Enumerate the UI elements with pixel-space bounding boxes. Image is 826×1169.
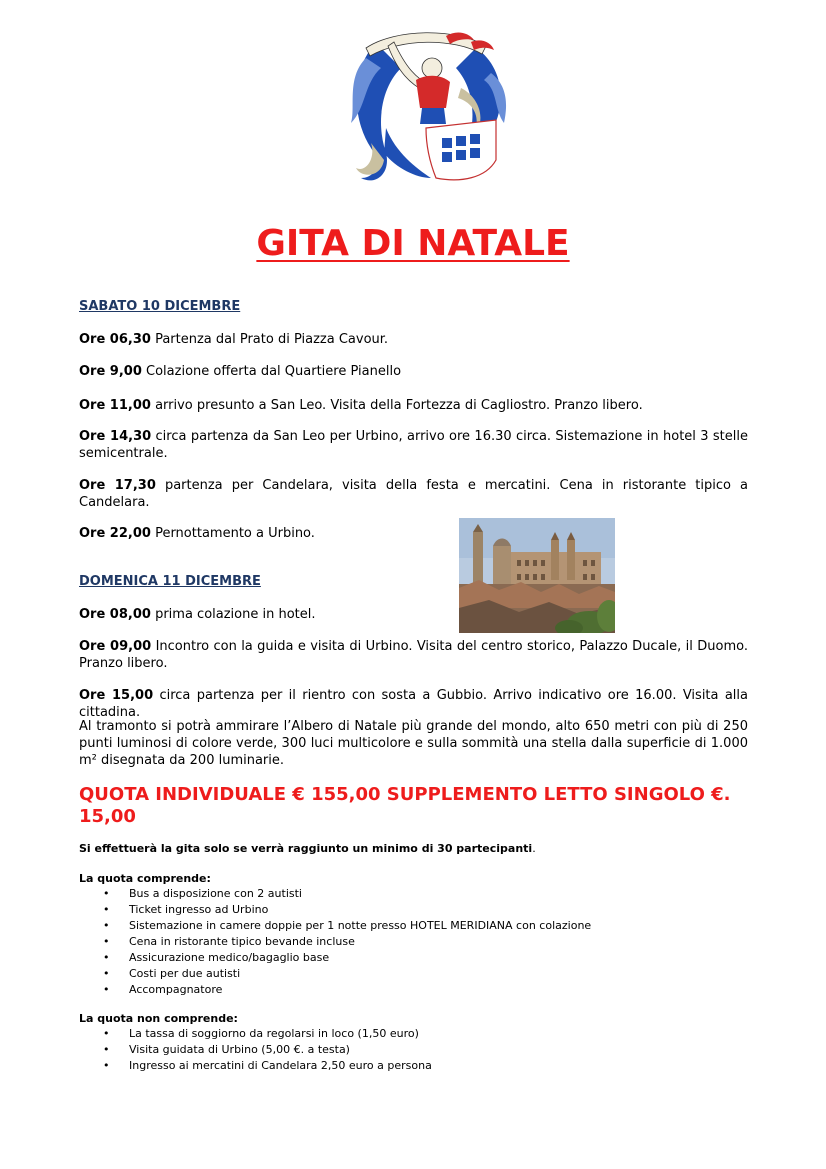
bullet: •	[103, 887, 110, 900]
bullet: •	[103, 967, 110, 980]
bullet: •	[103, 1043, 110, 1056]
day2-heading: DOMENICA 11 DICEMBRE	[79, 574, 261, 589]
bullet: •	[103, 983, 110, 996]
day1-heading: SABATO 10 DICEMBRE	[79, 299, 241, 314]
day2-extra: Al tramonto si potrà ammirare l’Albero di Natale più grande del mondo, alto 650 metri con più di 250 punti luminosi di colore verde, 300 luci multicolore e sulla sommità una stella dalla superficie di 1.000 m² disegnata da 200 luminarie.	[79, 719, 748, 768]
list-item: • Ticket ingresso ad Urbino	[103, 903, 269, 916]
item-time: Ore 17,30	[79, 478, 156, 493]
minimum-note-text: Si effettuerà la gita solo se verrà raggiunto un minimo di 30 partecipanti	[79, 842, 533, 855]
day1-item	[79, 477, 748, 511]
item-text: circa partenza per il rientro con sosta a Gubbio. Arrivo indicativo ore 16.00. Visita alla cittadina.	[79, 688, 748, 720]
bullet: •	[103, 935, 110, 948]
day1-item	[79, 525, 748, 542]
minimum-note	[79, 842, 536, 856]
day2-item	[79, 638, 748, 672]
includes-heading: La quota comprende:	[79, 872, 211, 885]
bullet: •	[103, 903, 110, 916]
item-time: Ore 11,00	[79, 398, 151, 413]
item-time: Ore 22,00	[79, 526, 151, 541]
price-banner: QUOTA INDIVIDUALE € 155,00 SUPPLEMENTO LETTO SINGOLO €. 15,00	[79, 784, 731, 827]
list-item: • Visita guidata di Urbino (5,00 €. a testa)	[103, 1043, 350, 1056]
page-title: GITA DI NATALE	[256, 223, 570, 264]
list-item: • Assicurazione medico/bagaglio base	[103, 951, 330, 964]
item-text: arrivo presunto a San Leo. Visita della Fortezza di Cagliostro. Pranzo libero.	[150, 398, 643, 413]
item-time: Ore 15,00	[79, 688, 154, 703]
excludes-list	[79, 1026, 432, 1074]
minimum-note-tail: .	[532, 842, 536, 855]
day1-item	[79, 363, 748, 380]
day1-item	[79, 428, 748, 462]
excludes-heading: La quota non comprende:	[79, 1012, 238, 1025]
item-time: Ore 09,00	[79, 639, 152, 654]
list-item: • Sistemazione in camere doppie per 1 notte presso HOTEL MERIDIANA con colazione	[103, 919, 592, 932]
day2-item	[79, 606, 748, 623]
item-text: partenza per Candelara, visita della festa e mercatini. Cena in ristorante tipico a Candelara.	[79, 478, 748, 510]
bullet: •	[103, 919, 110, 932]
item-text: circa partenza da San Leo per Urbino, arrivo ore 16.30 circa. Sistemazione in hotel 3 stelle semicentrale.	[79, 429, 748, 461]
item-time: Ore 14,30	[79, 429, 152, 444]
item-text: Partenza dal Prato di Piazza Cavour.	[150, 332, 389, 347]
list-item: • Bus a disposizione con 2 autisti	[103, 887, 302, 900]
bullet: •	[103, 1027, 110, 1040]
item-time: Ore 9,00	[79, 364, 142, 379]
includes-list	[79, 886, 591, 998]
day2-item	[79, 687, 748, 721]
item-text: Colazione offerta dal Quartiere Pianello	[141, 364, 402, 379]
item-text: Pernottamento a Urbino.	[150, 526, 315, 541]
day1-item	[79, 397, 748, 414]
list-item: • Cena in ristorante tipico bevande incluse	[103, 935, 355, 948]
list-item: • Costi per due autisti	[103, 967, 241, 980]
bullet: •	[103, 1059, 110, 1072]
bullet: •	[103, 951, 110, 964]
item-time: Ore 06,30	[79, 332, 151, 347]
list-item: • Accompagnatore	[103, 983, 223, 996]
list-item: • La tassa di soggiorno da regolarsi in loco (1,50 euro)	[103, 1027, 419, 1040]
heraldic-crest-icon	[346, 28, 508, 188]
list-item: • Ingresso ai mercatini di Candelara 2,50 euro a persona	[103, 1059, 432, 1072]
item-text: Incontro con la guida e visita di Urbino. Visita del centro storico, Palazzo Ducale, il Duomo. Pranzo libero.	[79, 639, 748, 671]
item-text: prima colazione in hotel.	[150, 607, 316, 622]
day1-item	[79, 331, 748, 348]
item-time: Ore 08,00	[79, 607, 151, 622]
